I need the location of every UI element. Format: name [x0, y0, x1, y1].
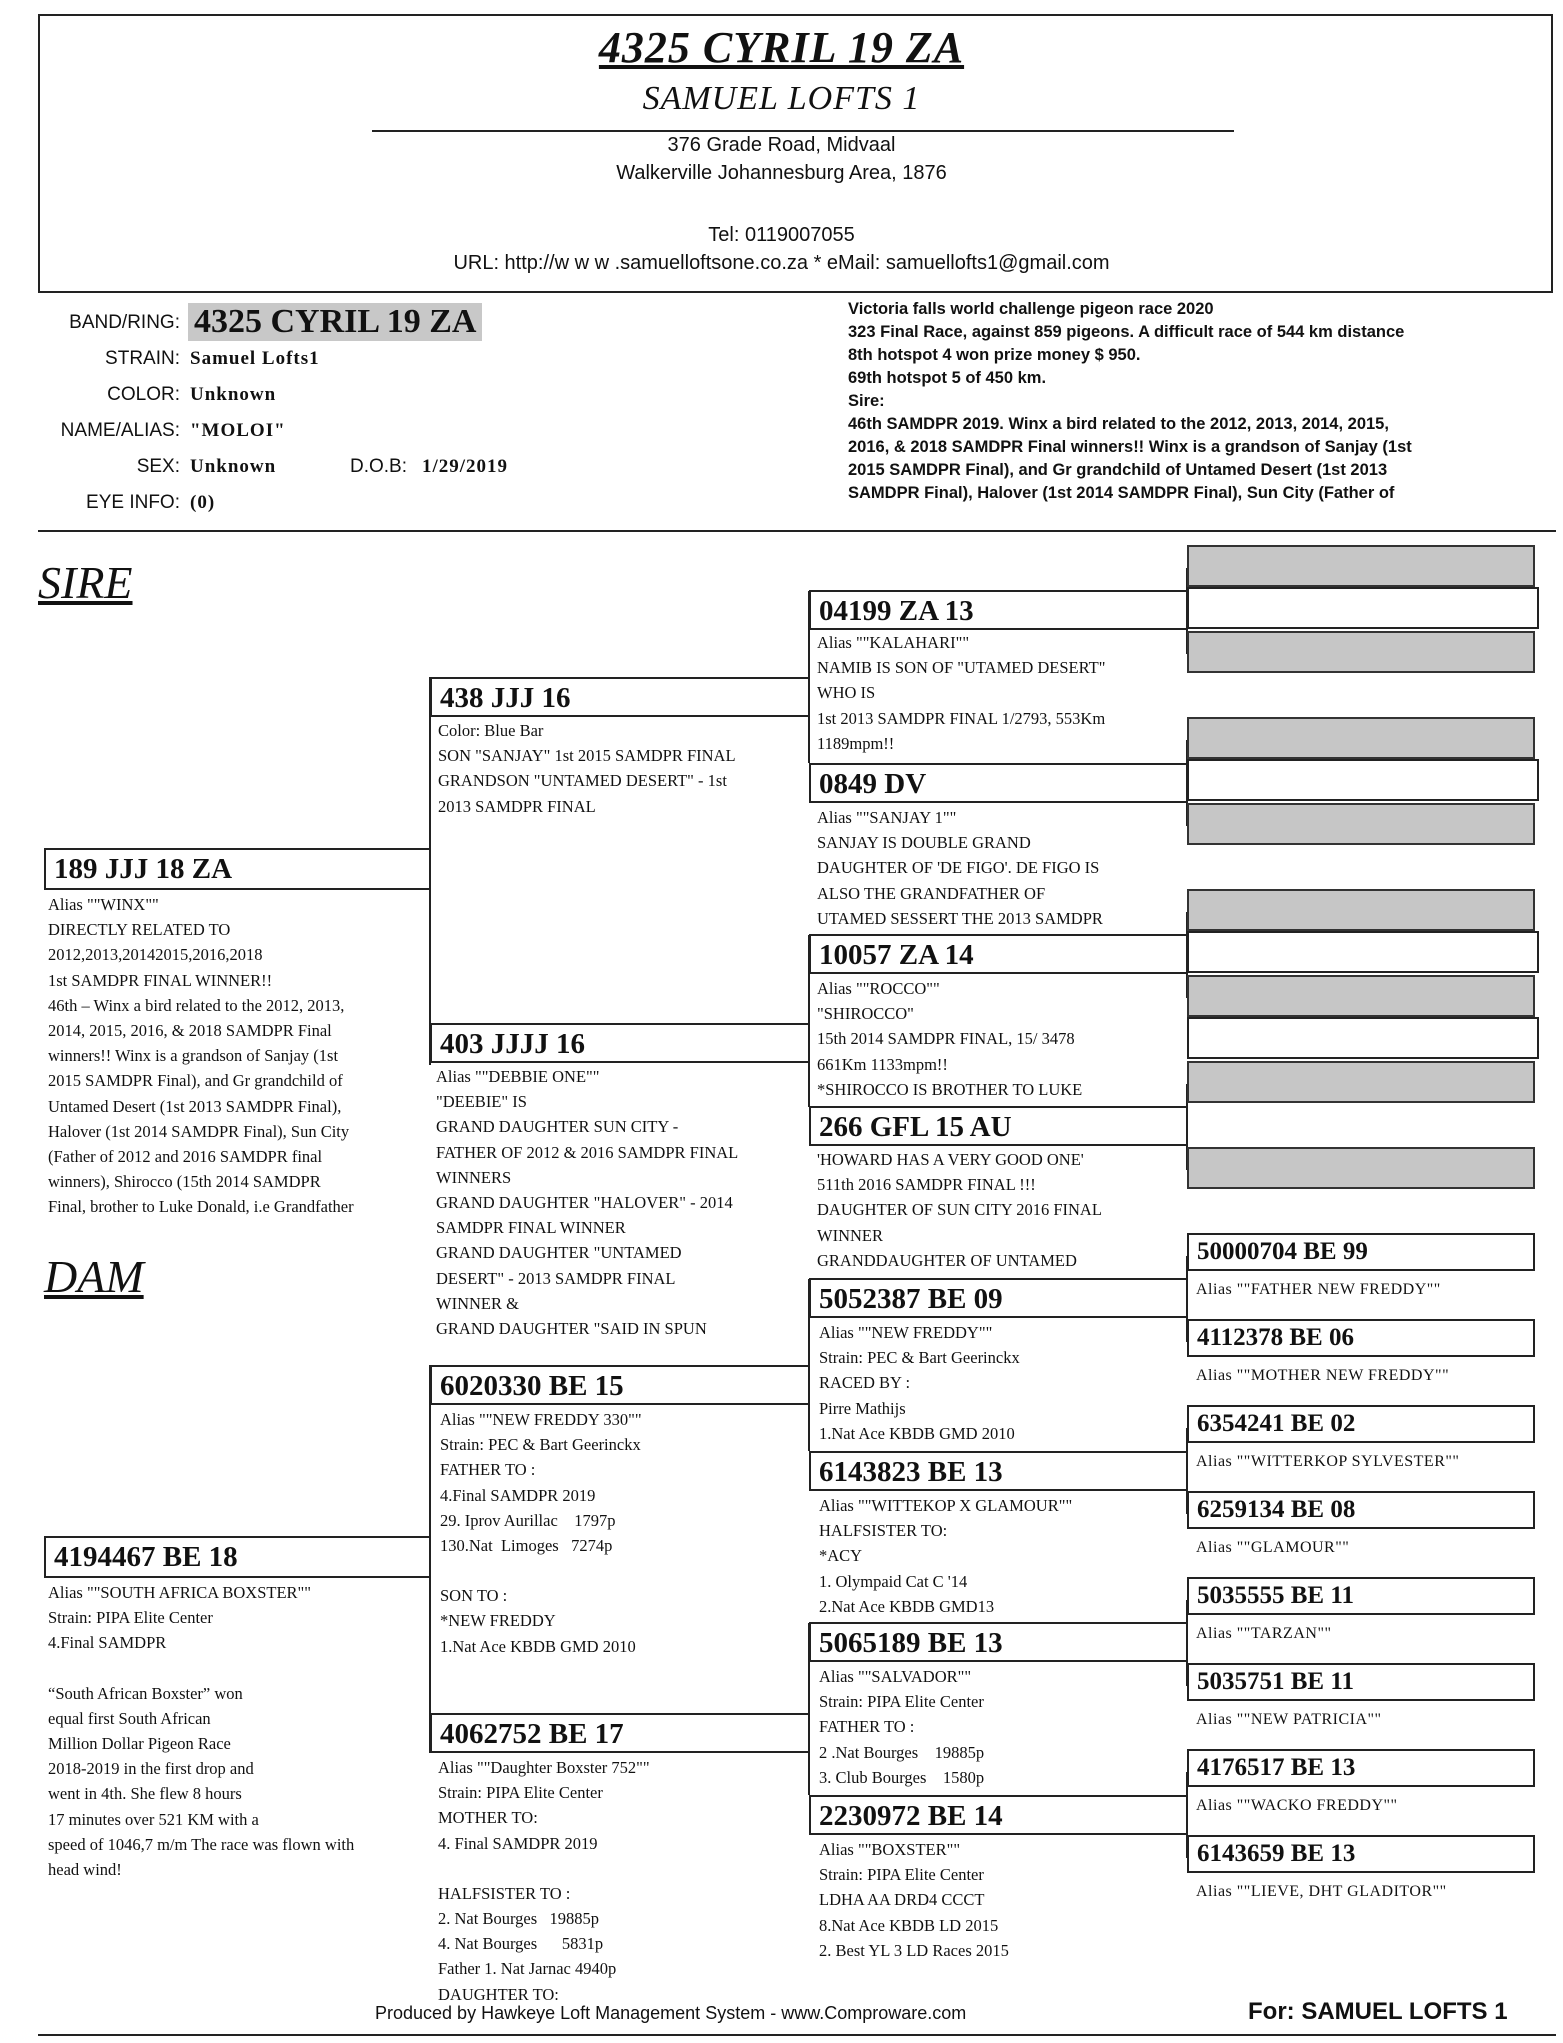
gen3-line: 1.Nat Ace KBDB GMD 2010 — [819, 1423, 1015, 1443]
dam-details — [48, 1580, 433, 1882]
page-title: 4325 CYRIL 19 ZA — [598, 23, 965, 72]
gen3-details — [819, 1837, 1189, 1963]
gen3-details — [819, 1664, 1189, 1790]
gen4-band-box: 4176517 BE 13 — [1187, 1749, 1535, 1787]
gen3-line: SANJAY IS DOUBLE GRAND — [817, 833, 1031, 853]
gen4-alias: Alias ""WITTERKOP SYLVESTER"" — [1196, 1453, 1460, 1470]
gen3-band-box: 2230972 BE 14 — [809, 1795, 1188, 1835]
dam-line: equal first South African — [48, 1708, 211, 1728]
telephone: Tel: 0119007055 — [708, 224, 855, 246]
gen3-line: *ACY — [819, 1546, 863, 1566]
gen3-line: DAUGHTER OF 'DE FIGO'. DE FIGO IS — [817, 858, 1100, 878]
dam-line: went in 4th. She flew 8 hours — [48, 1784, 242, 1804]
gen3-line: Strain: PIPA Elite Center — [819, 1865, 984, 1885]
gen3-band-box: 5065189 BE 13 — [809, 1622, 1188, 1662]
dam-band-box: 4194467 BE 18 — [44, 1536, 431, 1578]
gen3-line: 2 .Nat Bourges 19885p — [819, 1742, 985, 1762]
gen2-line: 4. Nat Bourges 5831p — [438, 1934, 604, 1954]
empty-ancestor-box — [1187, 1017, 1539, 1059]
gen3-line: HALFSISTER TO: — [819, 1521, 948, 1541]
sire-line: Untamed Desert (1st 2013 SAMDPR Final), — [48, 1096, 342, 1116]
gen2-line: WINNER & — [436, 1293, 519, 1313]
unknown-ancestor-box — [1187, 889, 1535, 931]
note-line: Victoria falls world challenge pigeon race 2020 — [848, 300, 1214, 318]
gen2-band-box: 403 JJJJ 16 — [430, 1023, 810, 1063]
gen2-line: GRAND DAUGHTER "UNTAMED — [436, 1243, 682, 1263]
url-email: URL: http://w w w .samuelloftsone.co.za * eMail: samuellofts1@gmail.com — [453, 252, 1110, 274]
gen3-line: Alias ""SALVADOR"" — [819, 1667, 972, 1686]
sire-line: DIRECTLY RELATED TO — [48, 920, 231, 940]
gen3-details — [817, 805, 1189, 931]
note-line: 69th hotspot 5 of 450 km. — [848, 369, 1047, 387]
gen3-line: UTAMED SESSERT THE 2013 SAMDPR — [817, 908, 1103, 928]
dam-line: Strain: PIPA Elite Center — [48, 1608, 213, 1628]
gen3-details — [817, 1147, 1189, 1273]
gen2-line: GRAND DAUGHTER "SAID IN SPUN — [436, 1319, 707, 1339]
band-label: BAND/RING: — [69, 312, 180, 333]
dam-line — [48, 1656, 433, 1681]
sire-line: 2014, 2015, 2016, & 2018 SAMDPR Final — [48, 1021, 332, 1041]
sire-line: 2015 SAMDPR Final), and Gr grandchild of — [48, 1071, 343, 1091]
dam-line: Million Dollar Pigeon Race — [48, 1734, 231, 1754]
gen3-band-box: 0849 DV — [809, 763, 1188, 803]
loft-name: SAMUEL LOFTS 1 — [642, 80, 921, 117]
gen4-band-box: 6143659 BE 13 — [1187, 1835, 1535, 1873]
gen2-line: 4.Final SAMDPR 2019 — [440, 1485, 596, 1505]
gen3-line: Alias ""SANJAY 1"" — [817, 808, 957, 827]
gen3-line: 'HOWARD HAS A VERY GOOD ONE' — [817, 1150, 1084, 1169]
gen3-line: 661Km 1133mpm!! — [817, 1054, 948, 1074]
eye-value: (0) — [190, 492, 216, 513]
unknown-ancestor-box — [1187, 975, 1535, 1017]
gen2-line: 4. Final SAMDPR 2019 — [438, 1833, 598, 1853]
gen3-line: ALSO THE GRANDFATHER OF — [817, 883, 1046, 903]
gen4-alias: Alias ""TARZAN"" — [1196, 1625, 1332, 1642]
dam-line: 4.Final SAMDPR — [48, 1633, 167, 1653]
gen3-line: 15th 2014 SAMDPR FINAL, 15/ 3478 — [817, 1029, 1075, 1049]
empty-ancestor-box — [1187, 759, 1539, 801]
gen4-alias: Alias ""FATHER NEW FREDDY"" — [1196, 1281, 1441, 1298]
dob-label: D.O.B: — [350, 456, 408, 477]
gen3-details — [817, 976, 1189, 1102]
sire-line: Final, brother to Luke Donald, i.e Grandfather — [48, 1197, 354, 1217]
gen2-line: FATHER TO : — [440, 1460, 536, 1480]
gen2-line: SON TO : — [440, 1586, 508, 1606]
gen4-band-box: 50000704 BE 99 — [1187, 1233, 1535, 1271]
gen2-line: SAMDPR FINAL WINNER — [436, 1218, 626, 1238]
gen3-band-box: 04199 ZA 13 — [809, 590, 1188, 630]
gen2-line: 2013 SAMDPR FINAL — [438, 796, 596, 816]
gen2-line: MOTHER TO: — [438, 1808, 538, 1828]
gen3-line: Alias ""KALAHARI"" — [817, 633, 970, 652]
empty-ancestor-box — [1187, 931, 1539, 973]
gen2-line: Strain: PIPA Elite Center — [438, 1783, 603, 1803]
gen2-line: 2. Nat Bourges 19885p — [438, 1909, 600, 1929]
gen3-line: "SHIROCCO" — [817, 1004, 914, 1024]
gen2-line: HALFSISTER TO : — [438, 1883, 571, 1903]
gen2-line: GRAND DAUGHTER "HALOVER" - 2014 — [436, 1193, 733, 1213]
section-divider — [38, 530, 1556, 532]
gen3-line: GRANDDAUGHTER OF UNTAMED — [817, 1250, 1077, 1270]
gen3-line: NAMIB IS SON OF "UTAMED DESERT" — [817, 658, 1106, 678]
gen3-line: FATHER TO : — [819, 1717, 915, 1737]
sire-heading: SIRE — [38, 557, 133, 608]
gen3-line: 1. Olympaid Cat C '14 — [819, 1571, 968, 1591]
gen2-line: Father 1. Nat Jarnac 4940p — [438, 1959, 617, 1979]
gen2-details — [438, 1755, 810, 2007]
gen3-line: WHO IS — [817, 683, 876, 703]
gen2-line — [438, 1856, 810, 1881]
sire-band-box: 189 JJJ 18 ZA — [44, 848, 431, 890]
note-line: 46th SAMDPR 2019. Winx a bird related to the 2012, 2013, 2014, 2015, — [848, 415, 1389, 433]
dam-heading: DAM — [44, 1251, 144, 1302]
gen3-line: 3. Club Bourges 1580p — [819, 1767, 985, 1787]
footer-produced-by: Produced by Hawkeye Loft Management System - www.Comproware.com — [375, 2003, 967, 2023]
note-line: Sire: — [848, 392, 885, 410]
empty-ancestor-box — [1187, 587, 1539, 629]
gen3-line: Alias ""BOXSTER"" — [819, 1840, 961, 1859]
gen2-line: GRAND DAUGHTER SUN CITY - — [436, 1117, 679, 1137]
gen4-alias: Alias ""LIEVE, DHT GLADITOR"" — [1196, 1883, 1447, 1900]
gen4-band-box: 4112378 BE 06 — [1187, 1319, 1535, 1357]
gen2-line: DAUGHTER TO: — [438, 1984, 559, 2004]
note-line: 323 Final Race, against 859 pigeons. A difficult race of 544 km distance — [848, 323, 1405, 341]
gen2-line: 1.Nat Ace KBDB GMD 2010 — [440, 1636, 636, 1656]
gen4-alias: Alias ""MOTHER NEW FREDDY"" — [1196, 1367, 1450, 1384]
dam-line: head wind! — [48, 1860, 122, 1880]
sire-line: 2012,2013,20142015,2016,2018 — [48, 945, 263, 965]
gen3-details — [819, 1493, 1189, 1619]
sire-line: (Father of 2012 and 2016 SAMDPR final — [48, 1147, 323, 1167]
gen2-line: Strain: PEC & Bart Geerinckx — [440, 1435, 641, 1455]
sire-line: Halover (1st 2014 SAMDPR Final), Sun City — [48, 1121, 350, 1141]
gen3-band-box: 6143823 BE 13 — [809, 1451, 1188, 1491]
note-line: 8th hotspot 4 won prize money $ 950. — [848, 346, 1141, 364]
eye-label: EYE INFO: — [86, 492, 180, 513]
sire-line: 1st SAMDPR FINAL WINNER!! — [48, 970, 273, 990]
unknown-ancestor-box — [1187, 803, 1535, 845]
header-divider — [372, 130, 1234, 132]
sire-line: 46th – Winx a bird related to the 2012, 2013, — [48, 995, 345, 1015]
sire-details — [48, 892, 433, 1220]
gen3-line: RACED BY : — [819, 1373, 911, 1393]
dam-line: 2018-2019 in the first drop and — [48, 1759, 254, 1779]
unknown-ancestor-box — [1187, 631, 1535, 673]
note-line: 2015 SAMDPR Final), and Gr grandchild of Untamed Desert (1st 2013 — [848, 461, 1388, 479]
band-value: 4325 CYRIL 19 ZA — [188, 303, 482, 341]
gen2-line: "DEEBIE" IS — [436, 1092, 527, 1112]
gen4-band-box: 5035751 BE 11 — [1187, 1663, 1535, 1701]
dam-line: 17 minutes over 521 KM with a — [48, 1809, 259, 1829]
gen3-line: Strain: PIPA Elite Center — [819, 1692, 984, 1712]
sex-label: SEX: — [136, 456, 180, 477]
gen3-line: Strain: PEC & Bart Geerinckx — [819, 1348, 1020, 1368]
gen4-alias: Alias ""WACKO FREDDY"" — [1196, 1797, 1398, 1814]
gen3-line: 8.Nat Ace KBDB LD 2015 — [819, 1915, 999, 1935]
gen2-line: GRANDSON "UNTAMED DESERT" - 1st — [438, 771, 727, 791]
sire-line: Alias ""WINX"" — [48, 895, 159, 914]
unknown-ancestor-box — [1187, 1061, 1535, 1103]
gen2-line: Alias ""Daughter Boxster 752"" — [438, 1758, 650, 1777]
gen3-line: 1189mpm!! — [817, 733, 895, 753]
gen2-band-box: 4062752 BE 17 — [430, 1713, 810, 1753]
gen4-band-box: 5035555 BE 11 — [1187, 1577, 1535, 1615]
gen2-details — [436, 1064, 810, 1341]
gen2-line — [440, 1558, 810, 1583]
dam-line: “South African Boxster” won — [48, 1683, 243, 1703]
address-line-2: Walkerville Johannesburg Area, 1876 — [616, 162, 947, 184]
gen2-line: DESERT" - 2013 SAMDPR FINAL — [436, 1268, 676, 1288]
unknown-ancestor-box — [1187, 545, 1535, 587]
sire-line: winners), Shirocco (15th 2014 SAMDPR — [48, 1172, 321, 1192]
gen2-line: 29. Iprov Aurillac 1797p — [440, 1510, 616, 1530]
dam-line: speed of 1046,7 m/m The race was flown with — [48, 1834, 355, 1854]
gen2-details — [438, 718, 810, 819]
gen3-details — [817, 630, 1189, 756]
gen2-line: Alias ""NEW FREDDY 330"" — [440, 1410, 642, 1429]
gen3-line: 2.Nat Ace KBDB GMD13 — [819, 1596, 995, 1616]
gen2-line: 130.Nat Limoges 7274p — [440, 1536, 613, 1556]
gen4-band-box: 6259134 BE 08 — [1187, 1491, 1535, 1529]
gen3-line: 511th 2016 SAMDPR FINAL !!! — [817, 1175, 1036, 1195]
gen2-line: FATHER OF 2012 & 2016 SAMDPR FINAL — [436, 1142, 739, 1162]
footer-for: For: SAMUEL LOFTS 1 — [1248, 1998, 1508, 2025]
gen2-line: WINNERS — [436, 1167, 512, 1187]
race-notes — [848, 298, 1548, 505]
sire-line: winners!! Winx is a grandson of Sanjay (1st — [48, 1046, 339, 1066]
strain-label: STRAIN: — [105, 348, 180, 369]
gen2-band-box: 438 JJJ 16 — [430, 677, 810, 717]
gen3-line: Alias ""NEW FREDDY"" — [819, 1323, 993, 1342]
gen4-alias: Alias ""NEW PATRICIA"" — [1196, 1711, 1382, 1728]
gen3-band-box: 10057 ZA 14 — [809, 934, 1188, 974]
footer-divider — [38, 2034, 1556, 2036]
gen2-line: SON "SANJAY" 1st 2015 SAMDPR FINAL — [438, 746, 736, 766]
gen3-band-box: 266 GFL 15 AU — [809, 1106, 1188, 1146]
unknown-ancestor-box — [1187, 1147, 1535, 1189]
note-line: 2016, & 2018 SAMDPR Final winners!! Winx is a grandson of Sanjay (1st — [848, 438, 1412, 456]
gen2-line: Color: Blue Bar — [438, 721, 544, 740]
gen4-band-box: 6354241 BE 02 — [1187, 1405, 1535, 1443]
dob-value: 1/29/2019 — [422, 456, 509, 477]
gen2-band-box: 6020330 BE 15 — [430, 1365, 810, 1405]
unknown-ancestor-box — [1187, 717, 1535, 759]
gen3-line: 1st 2013 SAMDPR FINAL 1/2793, 553Km — [817, 708, 1106, 728]
gen3-line: Alias ""ROCCO"" — [817, 979, 940, 998]
gen2-line: *NEW FREDDY — [440, 1611, 556, 1631]
dam-line: Alias ""SOUTH AFRICA BOXSTER"" — [48, 1583, 312, 1602]
gen3-line: LDHA AA DRD4 CCCT — [819, 1890, 985, 1910]
strain-value: Samuel Lofts1 — [190, 348, 320, 369]
gen3-line: *SHIROCCO IS BROTHER TO LUKE — [817, 1079, 1083, 1099]
gen2-line: Alias ""DEBBIE ONE"" — [436, 1067, 600, 1086]
gen3-line: WINNER — [817, 1225, 883, 1245]
address-line-1: 376 Grade Road, Midvaal — [667, 134, 896, 156]
color-label: COLOR: — [107, 384, 180, 405]
gen3-line: 2. Best YL 3 LD Races 2015 — [819, 1940, 1009, 1960]
sex-value: Unknown — [190, 456, 277, 477]
gen3-line: Alias ""WITTEKOP X GLAMOUR"" — [819, 1496, 1073, 1515]
alias-label: NAME/ALIAS: — [60, 420, 180, 441]
gen2-details — [440, 1407, 810, 1659]
gen3-details — [819, 1320, 1189, 1446]
gen3-line: Pirre Mathijs — [819, 1398, 906, 1418]
note-line: SAMDPR Final), Halover (1st 2014 SAMDPR Final), Sun City (Father of — [848, 484, 1395, 502]
gen3-line: DAUGHTER OF SUN CITY 2016 FINAL — [817, 1200, 1102, 1220]
color-value: Unknown — [190, 384, 277, 405]
gen4-alias: Alias ""GLAMOUR"" — [1196, 1539, 1350, 1556]
alias-value: "MOLOI" — [190, 420, 286, 441]
gen3-band-box: 5052387 BE 09 — [809, 1278, 1188, 1318]
